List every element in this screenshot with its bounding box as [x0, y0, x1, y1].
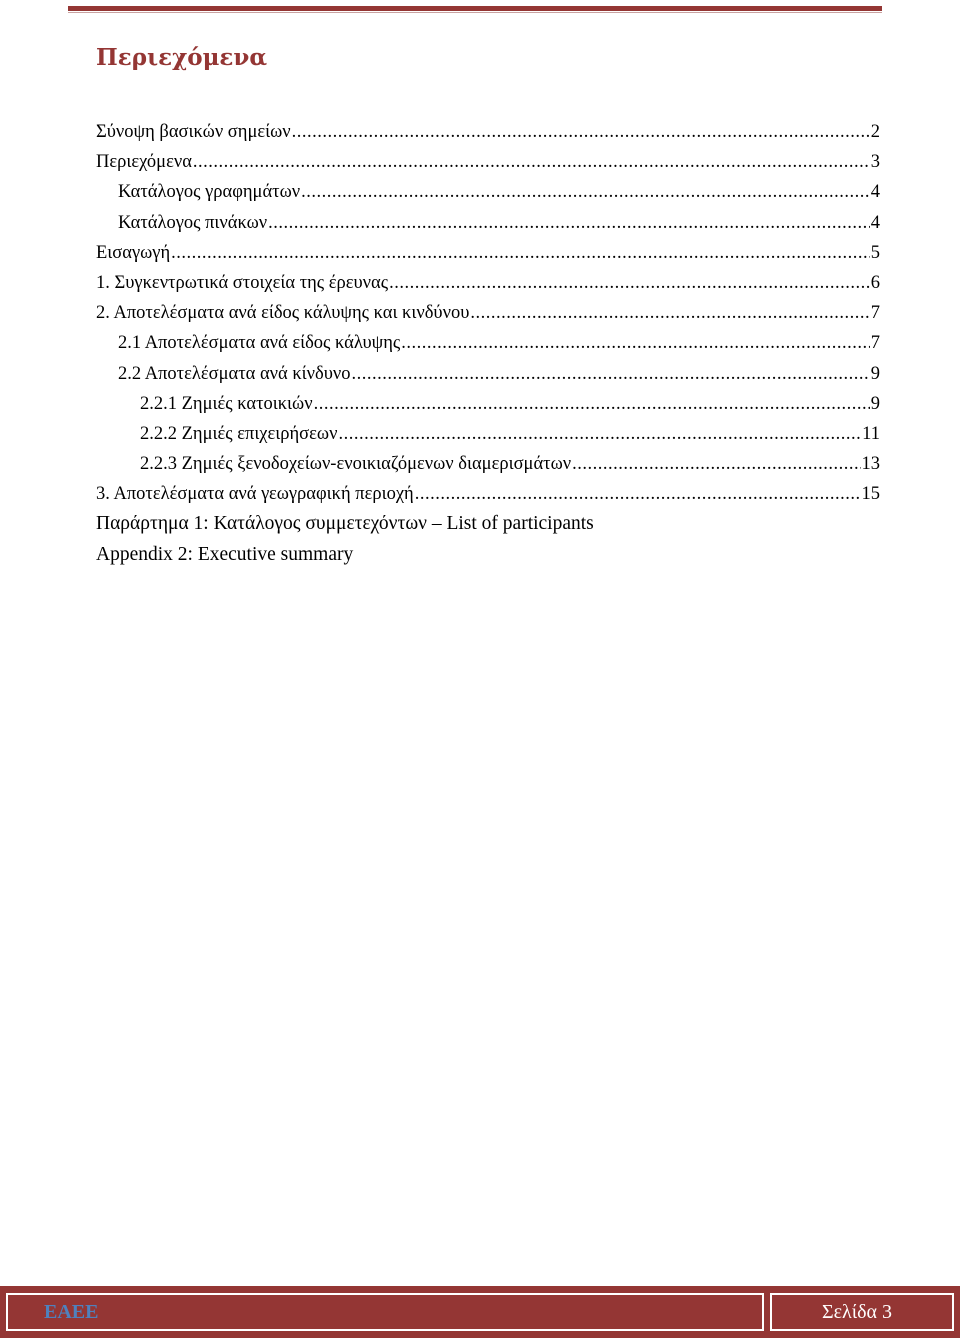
toc-dot-leader	[193, 147, 870, 177]
toc-entry[interactable]	[96, 177, 880, 207]
toc-entry[interactable]	[96, 359, 880, 389]
toc-page-number: 2	[870, 122, 880, 142]
toc-entry-text: Σύνοψη βασικών σημείων	[96, 122, 291, 142]
toc-entry[interactable]	[96, 117, 880, 147]
toc-dot-leader	[268, 208, 870, 238]
toc-entry-text: Παράρτημα 1: Κατάλογος συμμετεχόντων – List of participants	[96, 513, 594, 535]
toc-page-number: 9	[870, 363, 880, 384]
toc-entry[interactable]	[96, 298, 880, 328]
toc-page-number: 6	[870, 272, 880, 293]
toc-dot-leader	[389, 268, 870, 298]
footer-bar	[0, 1286, 960, 1338]
toc-entry-text: Εισαγωγή	[96, 242, 171, 263]
toc-entry-text: 2.2.1 Ζημιές κατοικιών	[140, 393, 313, 414]
toc-entry-text: 1. Συγκεντρωτικά στοιχεία της έρευνας	[96, 272, 389, 293]
toc-entry[interactable]	[96, 449, 880, 479]
toc-entry-text: 2.2 Αποτελέσματα ανά κίνδυνο	[118, 363, 351, 384]
header-rule	[68, 6, 882, 11]
toc-entry[interactable]	[96, 328, 880, 358]
toc-entry[interactable]	[96, 389, 880, 419]
toc-entry-text: 2.1 Αποτελέσματα ανά είδος κάλυψης	[118, 333, 401, 354]
toc-entry[interactable]	[96, 540, 880, 570]
toc-dot-leader	[572, 449, 860, 479]
footer-left-panel	[6, 1293, 764, 1331]
toc-page-number: 5	[870, 242, 880, 263]
toc-page-number: 9	[870, 393, 880, 414]
toc-dot-leader	[301, 177, 870, 207]
toc-entry-text: Κατάλογος γραφημάτων	[118, 182, 301, 203]
toc-entry[interactable]	[96, 509, 880, 539]
toc-page-number: 15	[861, 484, 880, 505]
toc-entry-text: 3. Αποτελέσματα ανά γεωγραφική περιοχή	[96, 484, 414, 505]
toc-entry[interactable]	[96, 268, 880, 298]
toc-page-number: 3	[870, 152, 880, 173]
footer-organization: ΕΑΕΕ	[44, 1301, 99, 1323]
toc-page-number: 7	[870, 303, 880, 324]
toc-entry[interactable]	[96, 419, 880, 449]
table-of-contents	[96, 117, 880, 570]
toc-entry-text: Appendix 2: Executive summary	[96, 543, 354, 565]
toc-page-number: 11	[862, 423, 880, 444]
page-title: Περιεχόμενα	[96, 44, 268, 71]
toc-page-number: 7	[870, 333, 880, 354]
toc-dot-leader	[338, 419, 861, 449]
toc-entry[interactable]	[96, 238, 880, 268]
footer-page-number: Σελίδα 3	[821, 1301, 892, 1323]
toc-entry-text: 2. Αποτελέσματα ανά είδος κάλυψης και κινδύνου	[96, 303, 470, 324]
toc-page-number: 4	[870, 212, 880, 233]
toc-dot-leader	[470, 298, 869, 328]
toc-entry[interactable]	[96, 479, 880, 509]
toc-entry-text: 2.2.2 Ζημιές επιχειρήσεων	[140, 423, 338, 444]
toc-entry-text: Κατάλογος πινάκων	[118, 212, 268, 233]
toc-page-number: 4	[870, 182, 880, 203]
toc-page-number: 13	[861, 454, 880, 475]
toc-dot-leader	[292, 117, 870, 147]
toc-entry-text: 2.2.3 Ζημιές ξενοδοχείων-ενοικιαζόμενων διαμερισμάτων	[140, 454, 572, 475]
toc-dot-leader	[314, 389, 870, 419]
toc-dot-leader	[415, 479, 861, 509]
toc-dot-leader	[401, 328, 870, 358]
toc-entry[interactable]	[96, 208, 880, 238]
toc-dot-leader	[171, 238, 870, 268]
header-rule-thin	[68, 12, 882, 13]
toc-entry[interactable]	[96, 147, 880, 177]
toc-entry-text: Περιεχόμενα	[96, 152, 192, 173]
toc-dot-leader	[352, 359, 870, 389]
